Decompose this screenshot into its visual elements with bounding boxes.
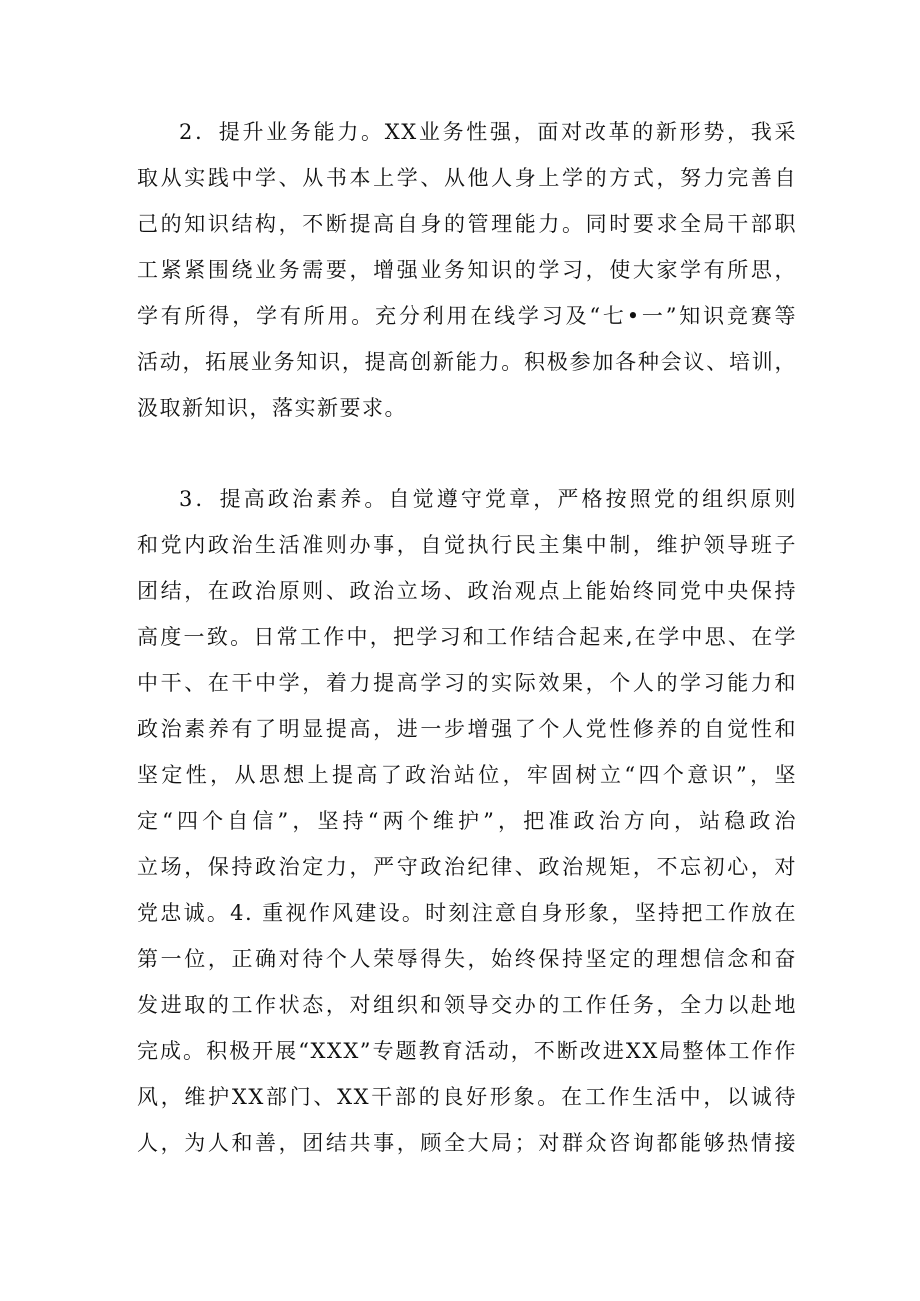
text-line: 第一位，正确对待个人荣辱得失，始终保持坚定的理想信念和奋 [137,947,797,971]
text-line: 学有所得，学有所用。充分利用在线学习及“七•一”知识竞赛等 [137,304,797,328]
text-line: 取从实践中学、从书本上学、从他人身上学的方式，努力完善自 [137,166,797,190]
text-line: 政治素养有了明显提高，进一步增强了个人党性修养的自觉性和 [137,717,797,741]
text-line: 3．提高政治素养。自觉遵守党章，严格按照党的组织原则 [179,487,797,511]
text-line: 高度一致。日常工作中，把学习和工作结合起来,在学中思、在学 [137,625,797,649]
text-line: 人，为人和善，团结共事，顾全大局；对群众咨询都能够热情接 [137,1131,797,1155]
text-line: 立场，保持政治定力，严守政治纪律、政治规矩，不忘初心，对 [137,855,797,879]
text-line: 定“四个自信”，坚持“两个维护”，把准政治方向，站稳政治 [137,809,797,833]
text-line: 2．提升业务能力。XX业务性强，面对改革的新形势，我采 [179,120,797,144]
text-line: 完成。积极开展“XXX”专题教育活动，不断改进XX局整体工作作 [137,1039,797,1063]
text-line: 己的知识结构，不断提高自身的管理能力。同时要求全局干部职 [137,212,797,236]
text-line: 风，维护XX部门、XX干部的良好形象。在工作生活中，以诚待 [137,1085,797,1109]
text-line: 汲取新知识，落实新要求。 [137,396,407,420]
text-line: 中干、在干中学，着力提高学习的实际效果，个人的学习能力和 [137,671,797,695]
text-line: 坚定性，从思想上提高了政治站位，牢固树立“四个意识”，坚 [137,763,797,787]
text-line: 工紧紧围绕业务需要，增强业务知识的学习，使大家学有所思， [137,258,797,282]
text-line: 活动，拓展业务知识，提高创新能力。积极参加各种会议、培训， [137,350,797,374]
text-line: 发进取的工作状态，对组织和领导交办的工作任务，全力以赴地 [137,993,797,1017]
text-line: 团结，在政治原则、政治立场、政治观点上能始终同党中央保持 [137,579,797,603]
text-line: 和党内政治生活准则办事，自觉执行民主集中制，维护领导班子 [137,533,797,557]
text-line: 党忠诚。4. 重视作风建设。时刻注意自身形象，坚持把工作放在 [137,901,797,925]
